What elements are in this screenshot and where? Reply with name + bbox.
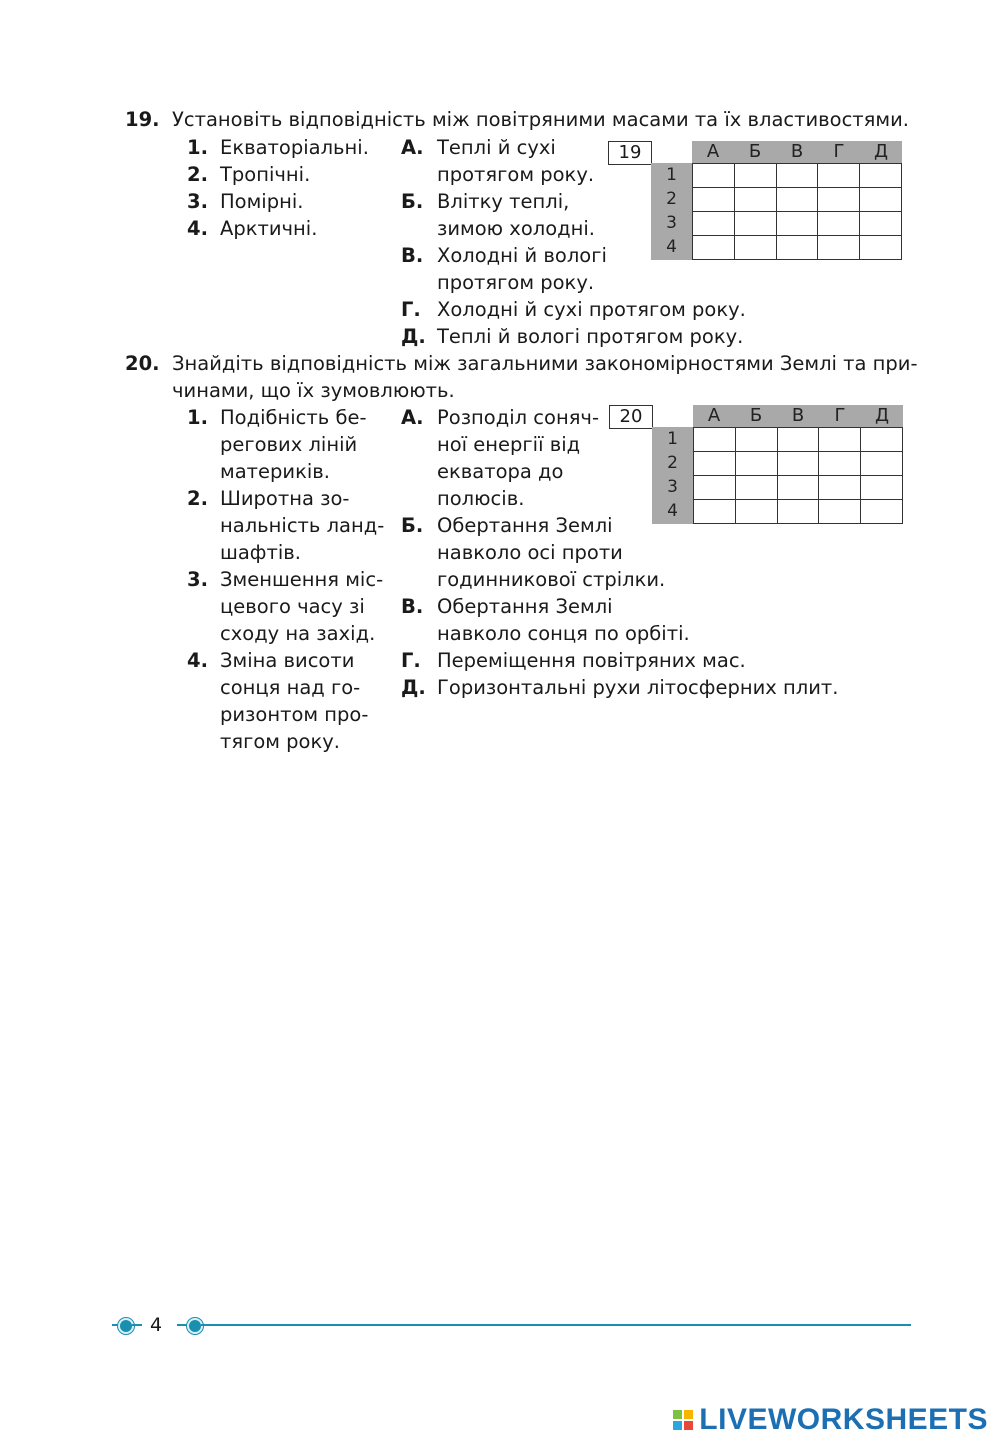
option-text: Теплі й сухі: [437, 136, 556, 159]
list-item-number: 2.: [187, 163, 208, 186]
column-label: Б: [749, 405, 763, 426]
page-number: 4: [150, 1314, 163, 1336]
row-label: 3: [667, 477, 678, 497]
option-text: Влітку теплі,: [437, 190, 570, 213]
answer-cell[interactable]: [735, 188, 777, 212]
answer-cell[interactable]: [694, 452, 736, 476]
option-letter: Г.: [401, 649, 421, 672]
option-text: протягом року.: [437, 271, 595, 294]
option-text: ної енергії від: [437, 433, 581, 456]
option-letter: В.: [401, 595, 424, 618]
option-letter: В.: [401, 244, 424, 267]
list-item-number: 4.: [187, 649, 208, 672]
option-letter: Д.: [401, 676, 426, 699]
option-text: Обертання Землі: [437, 595, 613, 618]
footer-dash: [177, 1324, 187, 1326]
list-item-text: Широтна зо-: [220, 487, 350, 510]
option-text: навколо сонця по орбіті.: [437, 622, 690, 645]
list-item-number: 4.: [187, 217, 208, 240]
answer-cell[interactable]: [735, 236, 777, 260]
option-text: Обертання Землі: [437, 514, 613, 537]
answer-cell[interactable]: [736, 452, 778, 476]
column-label: В: [791, 405, 805, 426]
list-item-text: регових ліній: [220, 433, 358, 456]
column-label: Д: [874, 405, 890, 426]
column-label: А: [707, 405, 721, 426]
answer-cell[interactable]: [818, 188, 860, 212]
option-letter: Г.: [401, 298, 421, 321]
list-item-number: 1.: [187, 406, 208, 429]
answer-cell[interactable]: [860, 236, 902, 260]
grid-row-header: [651, 163, 692, 260]
answer-cell[interactable]: [735, 212, 777, 236]
answer-cell[interactable]: [736, 428, 778, 452]
grid-cells: [692, 163, 902, 260]
answer-cell[interactable]: [861, 476, 903, 500]
list-item-number: 1.: [187, 136, 208, 159]
answer-cell[interactable]: [861, 428, 903, 452]
list-item-number: 2.: [187, 487, 208, 510]
answer-cell[interactable]: [861, 452, 903, 476]
list-item-text: Подібність бе-: [220, 406, 367, 429]
option-text: полюсів.: [437, 487, 525, 510]
grid-label: 19: [608, 141, 652, 165]
grid-column-header: [693, 405, 903, 427]
answer-cell[interactable]: [693, 188, 735, 212]
answer-cell[interactable]: [778, 476, 820, 500]
row-label: 4: [666, 237, 677, 257]
option-text: Горизонтальні рухи літосферних плит.: [437, 676, 839, 699]
list-item-text: нальність ланд-: [220, 514, 385, 537]
question-prompt: Установіть відповідність між повітряними масами та їх властивостями.: [172, 108, 909, 131]
option-letter: Д.: [401, 325, 426, 348]
option-text: екватора до: [437, 460, 564, 483]
answer-cell[interactable]: [693, 236, 735, 260]
column-label: Б: [748, 141, 762, 162]
list-item-text: сходу на захід.: [220, 622, 376, 645]
option-text: протягом року.: [437, 163, 595, 186]
footer-rule: [201, 1324, 911, 1326]
answer-cell[interactable]: [818, 212, 860, 236]
option-text: зимою холодні.: [437, 217, 596, 240]
liveworksheets-logo: [673, 1403, 988, 1437]
option-text: годинникової стрілки.: [437, 568, 666, 591]
row-label: 2: [667, 453, 678, 473]
option-letter: А.: [401, 136, 424, 159]
column-label: Г: [833, 141, 845, 162]
footer-dot-icon: [118, 1318, 134, 1334]
answer-cell[interactable]: [861, 500, 903, 524]
column-label: Г: [834, 405, 846, 426]
answer-cell[interactable]: [735, 164, 777, 188]
list-item-text: Помірні.: [220, 190, 304, 213]
answer-cell[interactable]: [860, 164, 902, 188]
logo-mark-icon: [673, 1410, 693, 1430]
answer-cell[interactable]: [778, 452, 820, 476]
row-label: 1: [667, 429, 678, 449]
option-text: Теплі й вологі протягом року.: [437, 325, 744, 348]
list-item-text: ризонтом про-: [220, 703, 369, 726]
answer-cell[interactable]: [819, 452, 861, 476]
answer-cell[interactable]: [736, 476, 778, 500]
answer-cell[interactable]: [818, 164, 860, 188]
logo-text: LIVEWORKSHEETS: [699, 1403, 988, 1436]
list-item-text: Арктичні.: [220, 217, 318, 240]
list-item-text: шафтів.: [220, 541, 301, 564]
answer-cell[interactable]: [777, 212, 819, 236]
column-label: В: [790, 141, 804, 162]
list-item-text: Тропічні.: [220, 163, 311, 186]
answer-cell[interactable]: [693, 212, 735, 236]
column-label: Д: [873, 141, 889, 162]
row-label: 3: [666, 213, 677, 233]
list-item-text: тягом року.: [220, 730, 340, 753]
list-item-text: Екваторіальні.: [220, 136, 369, 159]
option-letter: Б.: [401, 190, 424, 213]
row-label: 4: [667, 501, 678, 521]
answer-cell[interactable]: [819, 476, 861, 500]
footer-dot-icon: [187, 1318, 203, 1334]
list-item-text: Зміна висоти: [220, 649, 355, 672]
column-label: А: [706, 141, 720, 162]
list-item-text: цевого часу зі: [220, 595, 365, 618]
list-item-text: материків.: [220, 460, 330, 483]
answer-cell[interactable]: [778, 428, 820, 452]
question-number: 19.: [125, 108, 160, 131]
option-text: навколо осі проти: [437, 541, 623, 564]
answer-cell[interactable]: [693, 164, 735, 188]
answer-cell[interactable]: [819, 428, 861, 452]
list-item-number: 3.: [187, 568, 208, 591]
question-prompt: чинами, що їх зумовлюють.: [172, 379, 455, 402]
grid-cells: [693, 427, 903, 524]
row-label: 1: [666, 165, 677, 185]
answer-cell[interactable]: [777, 236, 819, 260]
option-text: Холодні й вологі: [437, 244, 607, 267]
footer-dash: [132, 1324, 142, 1326]
answer-cell[interactable]: [694, 476, 736, 500]
question-number: 20.: [125, 352, 160, 375]
grid-column-header: [692, 141, 902, 163]
option-text: Розподіл соняч-: [437, 406, 599, 429]
list-item-number: 3.: [187, 190, 208, 213]
answer-cell[interactable]: [777, 188, 819, 212]
option-text: Холодні й сухі протягом року.: [437, 298, 746, 321]
grid-row-header: [652, 427, 693, 524]
answer-cell[interactable]: [778, 500, 820, 524]
row-label: 2: [666, 189, 677, 209]
grid-label: 20: [609, 405, 653, 429]
answer-cell[interactable]: [818, 236, 860, 260]
list-item-text: Зменшення міс-: [220, 568, 384, 591]
answer-cell[interactable]: [694, 428, 736, 452]
question-prompt: Знайдіть відповідність між загальними закономірностями Землі та при-: [172, 352, 918, 375]
list-item-text: сонця над го-: [220, 676, 361, 699]
answer-cell[interactable]: [860, 212, 902, 236]
option-text: Переміщення повітряних мас.: [437, 649, 746, 672]
answer-cell[interactable]: [819, 500, 861, 524]
answer-cell[interactable]: [777, 164, 819, 188]
option-letter: Б.: [401, 514, 424, 537]
answer-cell[interactable]: [736, 500, 778, 524]
option-letter: А.: [401, 406, 424, 429]
answer-cell[interactable]: [694, 500, 736, 524]
answer-cell[interactable]: [860, 188, 902, 212]
